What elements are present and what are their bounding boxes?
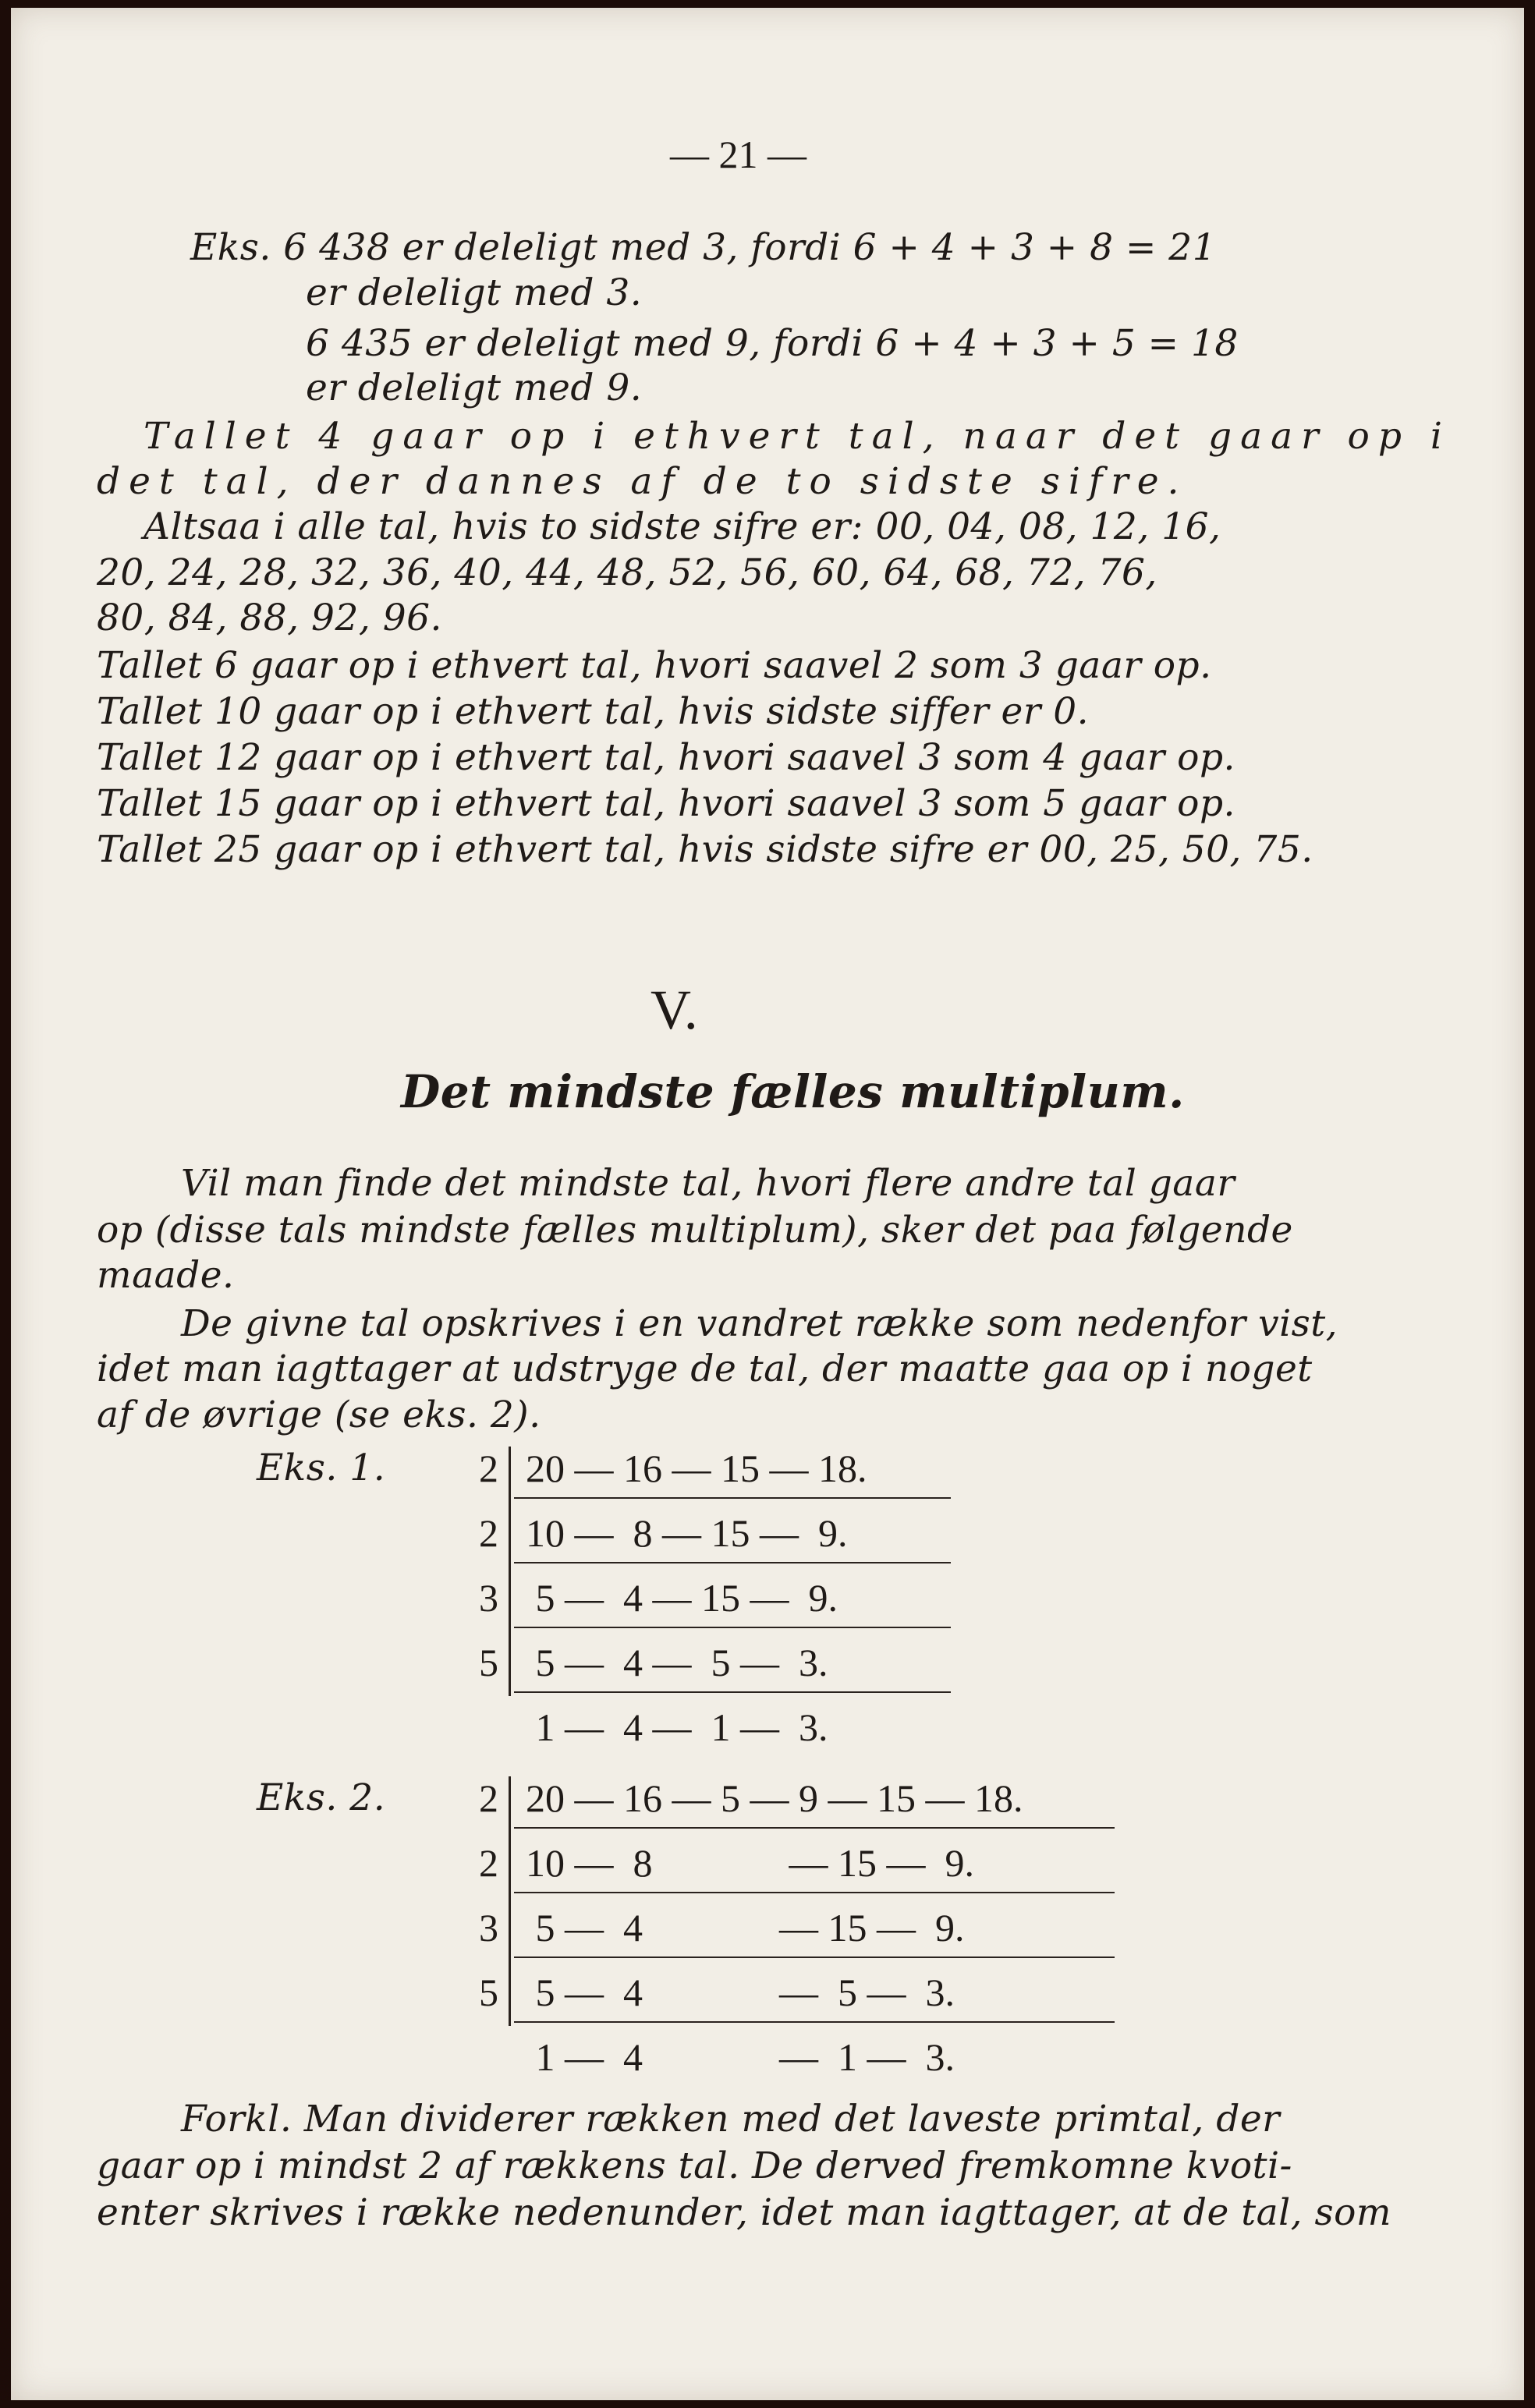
table-rule	[514, 1562, 951, 1563]
section-numeral: V.	[651, 979, 698, 1041]
text-line: Vil man finde det mindste tal, hvori flere andre tal gaar	[181, 1162, 1235, 1205]
table-rule	[514, 2021, 1115, 2023]
divisor: 2	[479, 1447, 498, 1490]
text-line: af de øvrige (se eks. 2).	[97, 1393, 541, 1436]
text-line: gaar op i mindst 2 af rækkens tal. De derved fremkomne kvoti-	[97, 2144, 1292, 2187]
divisor: 2	[479, 1511, 498, 1555]
text-line: Tallet 25 gaar op i ethvert tal, hvis sidste sifre er 00, 25, 50, 75.	[97, 828, 1313, 871]
table-row: 10 — 8 — 15 — 9.	[526, 1841, 974, 1885]
example-label: Eks. 1.	[257, 1447, 386, 1489]
table-rule	[514, 1892, 1115, 1893]
text-line: er deleligt med 3.	[306, 271, 643, 314]
table-row: 5 — 4 — 15 — 9.	[526, 1906, 965, 1949]
divisor: 2	[479, 1841, 498, 1885]
table-rule	[514, 1691, 951, 1693]
text-line: enter skrives i række nedenunder, idet man iagttager, at de tal, som	[97, 2191, 1391, 2234]
book-page	[11, 8, 1524, 2400]
table-row: 5 — 4 — 15 — 9.	[526, 1576, 838, 1620]
section-title: Det mindste fælles multiplum.	[401, 1065, 1185, 1118]
divisor: 3	[479, 1906, 498, 1949]
table-vertical-rule	[509, 1447, 511, 1696]
divisor: 3	[479, 1576, 498, 1620]
text-line: Tallet 15 gaar op i ethvert tal, hvori saavel 3 som 5 gaar op.	[97, 782, 1235, 825]
text-line: 20, 24, 28, 32, 36, 40, 44, 48, 52, 56, 60, 64, 68, 72, 76,	[97, 551, 1157, 594]
text-line: Altsaa i alle tal, hvis to sidste sifre er: 00, 04, 08, 12, 16,	[144, 505, 1221, 548]
divisor: 2	[479, 1776, 498, 1820]
text-line: Tallet 10 gaar op i ethvert tal, hvis sidste siffer er 0.	[97, 690, 1090, 733]
text-line: Tallet 6 gaar op i ethvert tal, hvori saavel 2 som 3 gaar op.	[97, 644, 1212, 687]
text-line: op (disse tals mindste fælles multiplum), sker det paa følgende	[97, 1209, 1293, 1252]
table-rule	[514, 1827, 1115, 1829]
text-line: det tal, der dannes af de to sidste sifre.	[97, 460, 1188, 503]
table-row: 1 — 4 — 1 — 3.	[526, 1705, 828, 1749]
table-rule	[514, 1956, 1115, 1958]
table-row: 10 — 8 — 15 — 9.	[526, 1511, 848, 1555]
table-vertical-rule	[509, 1776, 511, 2026]
text-line: maade.	[97, 1254, 235, 1297]
table-row: 1 — 4 — 1 — 3.	[526, 2035, 955, 2079]
text-line: Tallet 4 gaar op i ethvert tal, naar det gaar op i	[144, 415, 1451, 458]
text-line: idet man iagttager at udstryge de tal, der maatte gaa op i noget	[97, 1347, 1313, 1390]
text-line: Eks. 6 438 er deleligt med 3, fordi 6 + 4 + 3 + 8 = 21	[190, 226, 1217, 269]
table-row: 20 — 16 — 5 — 9 — 15 — 18.	[526, 1776, 1023, 1820]
divisor: 5	[479, 1641, 498, 1684]
text-line: Tallet 12 gaar op i ethvert tal, hvori saavel 3 som 4 gaar op.	[97, 736, 1235, 779]
example-label: Eks. 2.	[257, 1776, 386, 1819]
text-line: 6 435 er deleligt med 9, fordi 6 + 4 + 3 + 5 = 18	[306, 322, 1239, 365]
text-line: Forkl. Man dividerer rækken med det laveste primtal, der	[181, 2098, 1281, 2141]
table-rule	[514, 1627, 951, 1628]
table-row: 20 — 16 — 15 — 18.	[526, 1447, 867, 1490]
divisor: 5	[479, 1971, 498, 2014]
page-number: — 21 —	[670, 133, 806, 176]
table-row: 5 — 4 — 5 — 3.	[526, 1971, 955, 2014]
text-line: De givne tal opskrives i en vandret række som nedenfor vist,	[181, 1302, 1338, 1345]
text-line: er deleligt med 9.	[306, 367, 643, 409]
table-row: 5 — 4 — 5 — 3.	[526, 1641, 828, 1684]
table-rule	[514, 1497, 951, 1499]
text-line: 80, 84, 88, 92, 96.	[97, 597, 442, 639]
